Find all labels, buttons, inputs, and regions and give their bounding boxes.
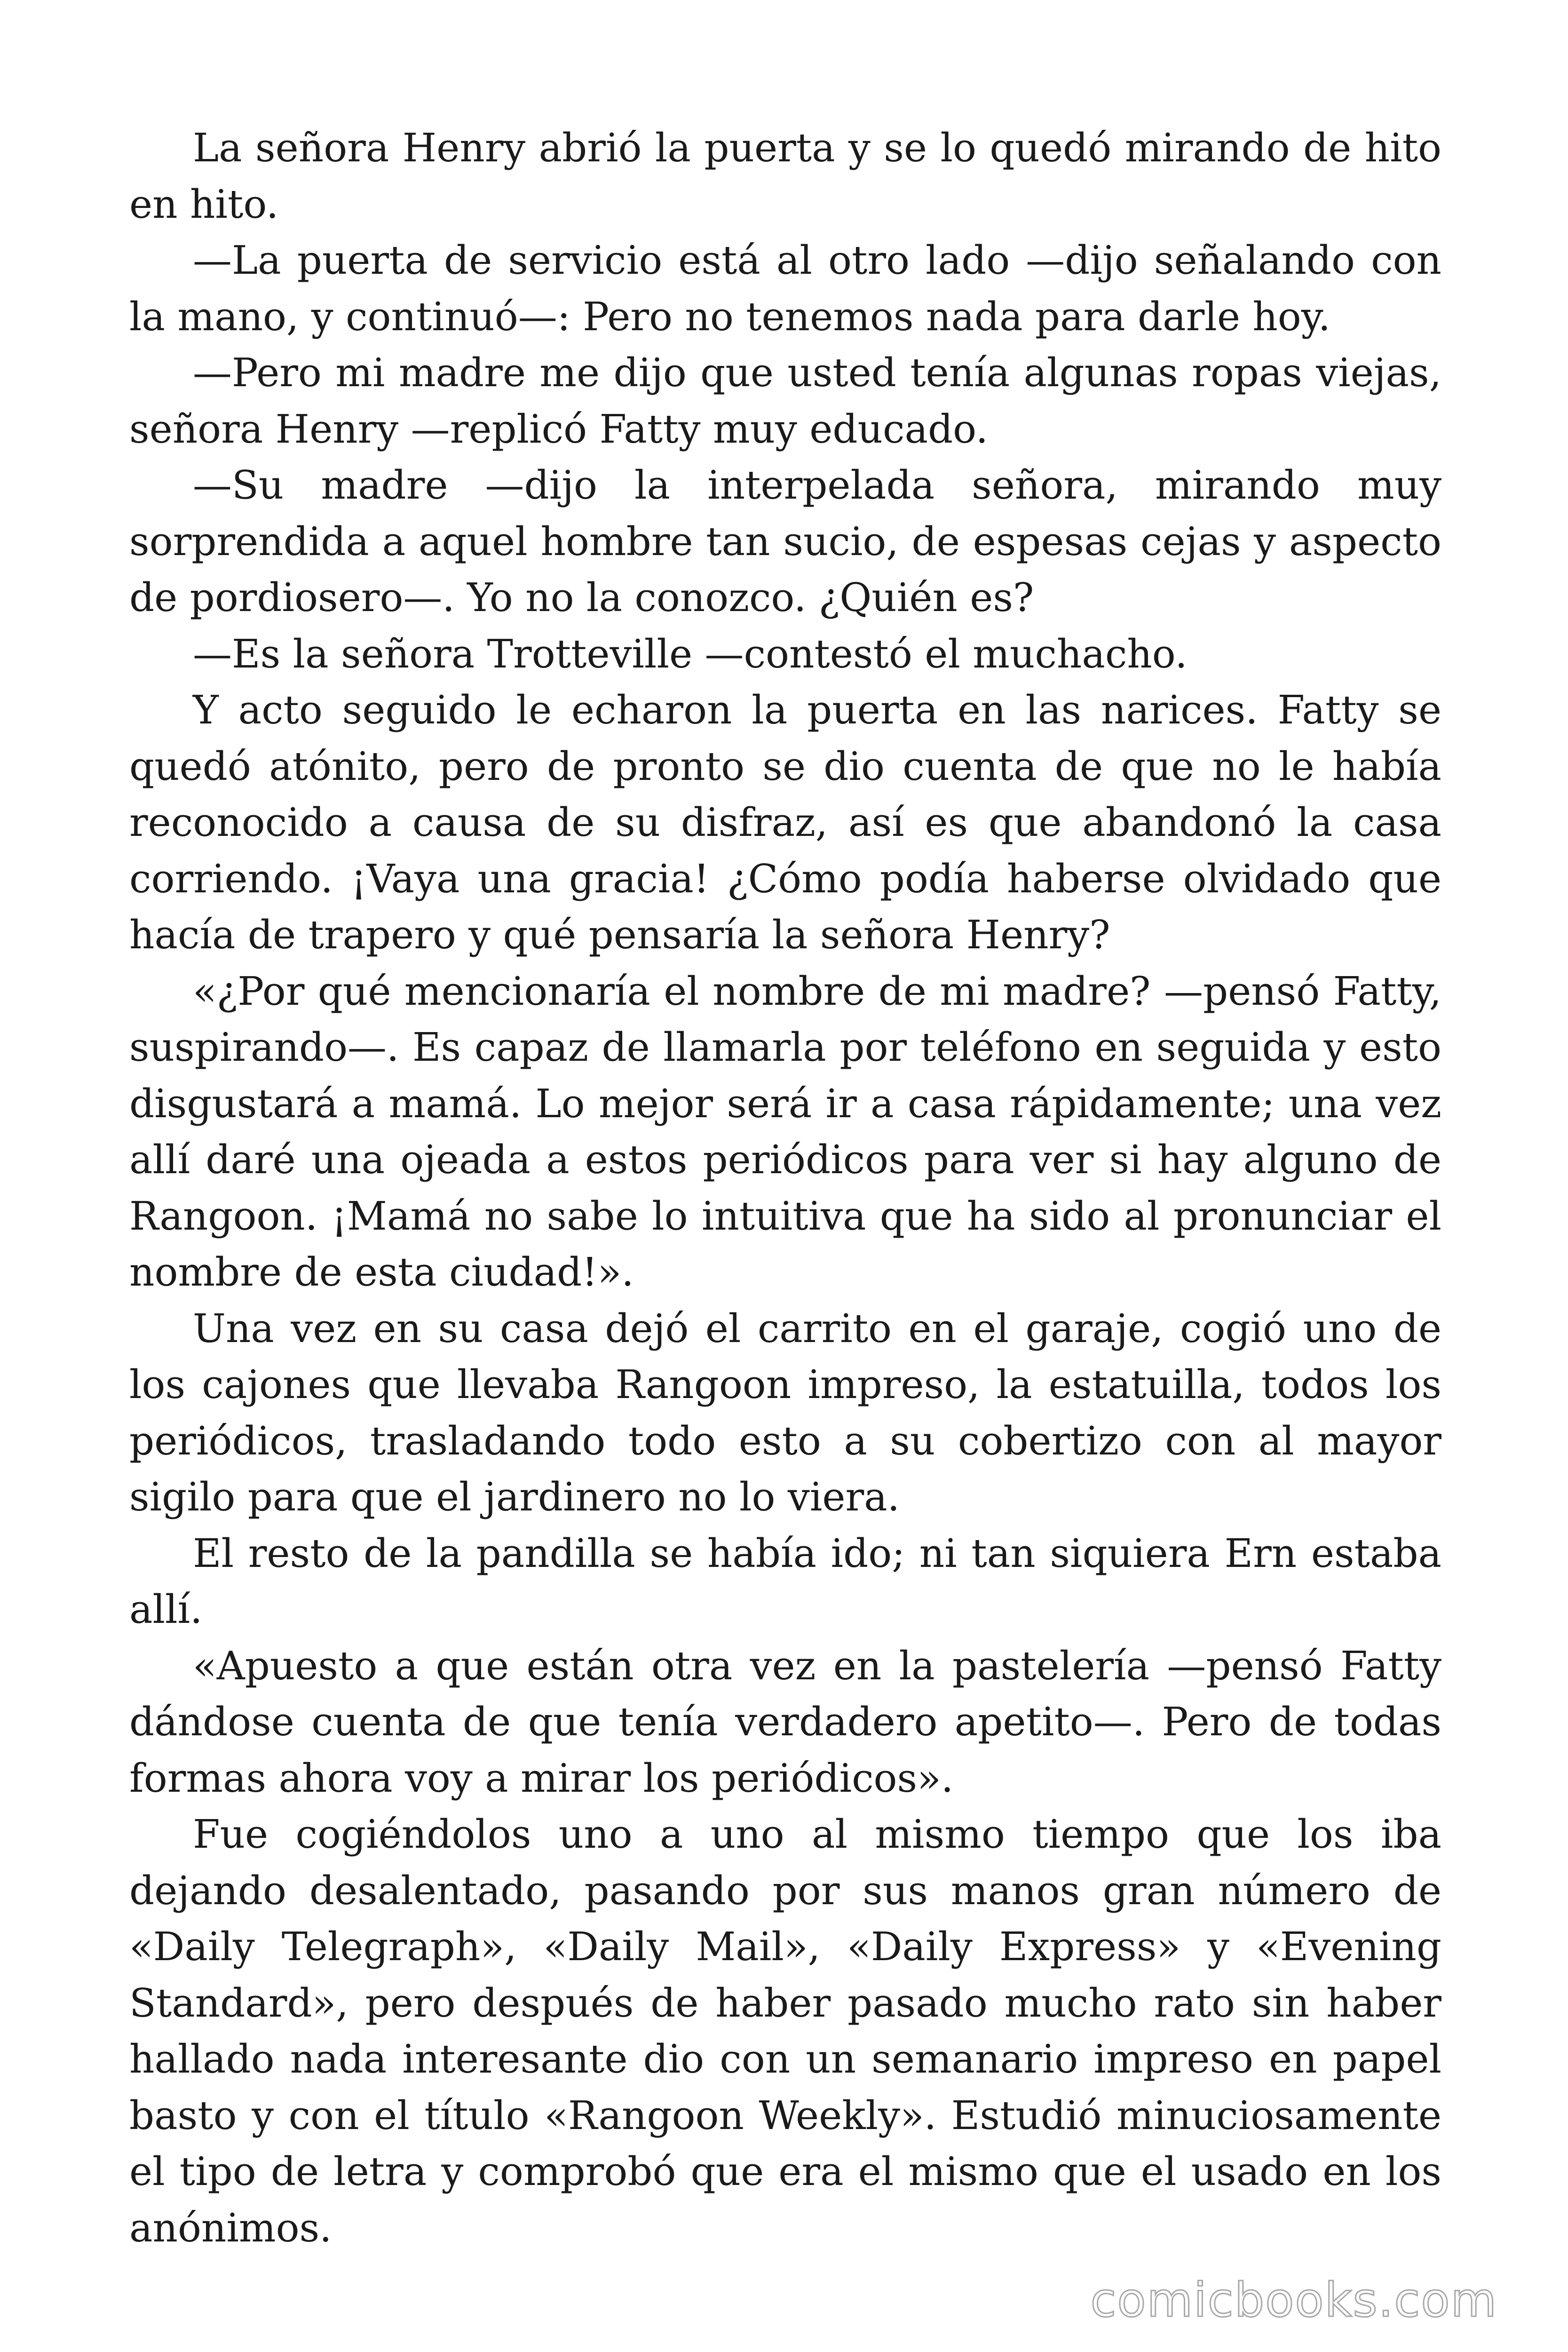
- page-text: [129, 120, 1441, 2256]
- watermark: comicbooks.com: [1090, 2273, 1497, 2328]
- paragraph: —Es la señora Trotteville —contestó el muchacho.: [193, 631, 1188, 677]
- paragraph: —Pero mi madre me dijo que usted tenía algunas ropas viejas, señora Henry —replicó Fatty muy educado.: [129, 350, 1441, 452]
- paragraph: «Apuesto a que están otra vez en la pastelería —pensó Fatty dándose cuenta de que tenía verdadero apetito—. Pero de todas formas ahora voy a mirar los periódicos».: [129, 1643, 1441, 1801]
- paragraph: —Su madre —dijo la interpelada señora, mirando muy sorprendida a aquel hombre tan sucio, de espesas cejas y aspecto de pordiosero—. Yo no la conozco. ¿Quién es?: [129, 462, 1441, 620]
- paragraph: «¿Por qué mencionaría el nombre de mi madre? —pensó Fatty, suspirando—. Es capaz de llamarla por teléfono en seguida y esto disgustará a mamá. Lo mejor será ir a casa rápidamente; una vez allí daré una ojeada a estos periódicos para ver si hay alguno de Rangoon. ¡Mamá no sabe lo intuitiva que ha sido al pronunciar el nombre de esta ciudad!».: [129, 968, 1441, 1295]
- paragraph: Fue cogiéndolos uno a uno al mismo tiempo que los iba dejando desalentado, pasando por sus manos gran número de «Daily Telegraph», «Daily Mail», «Daily Express» y «Evening Standard», pero después de haber pasado mucho rato sin haber hallado nada interesante dio con un semanario impreso en papel basto y con el título «Rangoon Weekly». Estudió minuciosamente el tipo de letra y comprobó que era el mismo que el usado en los anónimos.: [129, 1812, 1441, 2251]
- paragraph: —La puerta de servicio está al otro lado —dijo señalando con la mano, y continuó—: Pero no tenemos nada para darle hoy.: [129, 238, 1441, 340]
- paragraph: Una vez en su casa dejó el carrito en el garaje, cogió uno de los cajones que llevaba Rangoon impreso, la estatuilla, todos los periódicos, trasladando todo esto a su cobertizo con al mayor sigilo para que el jardinero no lo viera.: [129, 1305, 1441, 1520]
- paragraph: La señora Henry abrió la puerta y se lo quedó mirando de hito en hito.: [129, 125, 1441, 227]
- paragraph: El resto de la pandilla se había ido; ni tan siquiera Ern estaba allí.: [129, 1530, 1441, 1632]
- paragraph: Y acto seguido le echaron la puerta en las narices. Fatty se quedó atónito, pero de pronto se dio cuenta de que no le había reconocido a causa de su disfraz, así es que abandonó la casa corriendo. ¡Vaya una gracia! ¿Cómo podía haberse olvidado que hacía de trapero y qué pensaría la señora Henry?: [129, 687, 1441, 958]
